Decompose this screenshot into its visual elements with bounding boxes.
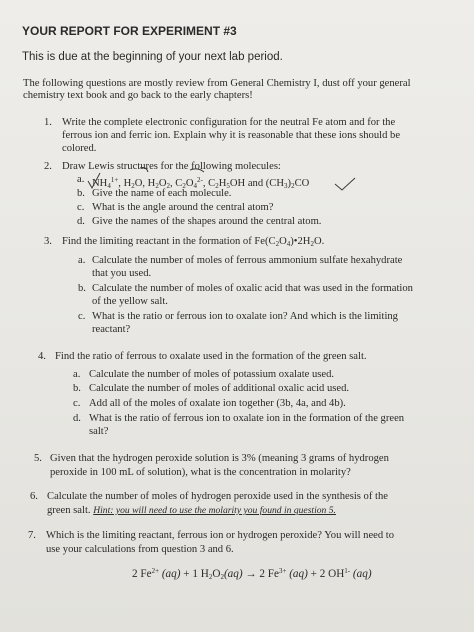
- question-1-line-1: Write the complete electronic configuration for the neutral Fe atom and for the: [62, 117, 396, 128]
- question-4d-line-2: salt?: [89, 426, 109, 437]
- intro-line-1: The following questions are mostly review from General Chemistry I, dust off your general: [23, 78, 411, 89]
- question-3c-line-1: What is the ratio or ferrous ion to oxalate ion? And which is the limiting: [92, 311, 398, 322]
- question-6-line-1: Calculate the number of moles of hydrogen peroxide used in the synthesis of the: [47, 491, 388, 502]
- question-2b-label: b.: [77, 188, 85, 199]
- question-2d-label: d.: [77, 216, 85, 227]
- question-4b-text: Calculate the number of moles of additional oxalic acid used.: [89, 383, 350, 394]
- question-3a-line-1: Calculate the number of moles of ferrous ammonium sulfate hexahydrate: [92, 255, 403, 266]
- question-2b-text: Give the name of each molecule.: [92, 188, 232, 199]
- question-3c-label: c.: [78, 311, 86, 322]
- question-3-text: Find the limiting reactant in the formation of $Fe(C_2O_4)•2H_2O$.: [62, 236, 325, 248]
- question-2c-label: c.: [77, 202, 85, 213]
- question-4-number: 4.: [38, 351, 46, 362]
- question-1-line-2: ferrous ion and ferric ion. Explain why it is reasonable that these ions should be: [62, 130, 401, 141]
- intro-line-2: chemistry text book and go back to the early chapters!: [23, 90, 253, 101]
- question-4-text: Find the ratio of ferrous to oxalate used in the formation of the green salt.: [55, 351, 367, 362]
- question-4c-label: c.: [73, 398, 81, 409]
- question-5-line-2: peroxide in 100 mL of solution), what is the concentration in molarity?: [50, 467, 351, 478]
- question-3c-line-2: reactant?: [92, 324, 131, 335]
- question-4d-line-1: What is the ratio of ferrous ion to oxalate ion in the formation of the green: [89, 413, 405, 424]
- page-title: YOUR REPORT FOR EXPERIMENT #3: [22, 24, 237, 38]
- question-7-line-2: use your calculations from question 3 and 6.: [46, 544, 234, 555]
- question-1-number: 1.: [44, 117, 52, 128]
- question-2c-text: What is the angle around the central atom?: [92, 202, 274, 213]
- question-5-line-1: Given that the hydrogen peroxide solution is 3% (meaning 3 grams of hydrogen: [50, 453, 389, 464]
- question-3a-label: a.: [78, 255, 86, 266]
- question-6-hint: Hint: you will need to use the molarity you found in question 5.: [93, 505, 336, 516]
- question-5-number: 5.: [34, 453, 42, 464]
- question-1-line-3: colored.: [62, 143, 97, 154]
- question-4a-text: Calculate the number of moles of potassium oxalate used.: [89, 369, 335, 380]
- question-3-number: 3.: [44, 236, 52, 247]
- question-4d-label: d.: [73, 413, 81, 424]
- question-4a-label: a.: [73, 369, 81, 380]
- question-6-number: 6.: [30, 491, 38, 502]
- question-6-line-2: [47, 504, 336, 518]
- reaction-equation: 2 $Fe^{2+}$ (aq) + 1 $H_2O_2(aq) \to 2$ $Fe^{3+}$ (aq) + 2 $OH^{1-}$ (aq): [132, 567, 372, 581]
- question-2-text: Draw Lewis structures for the following molecules:: [62, 161, 281, 172]
- question-3b-label: b.: [78, 283, 86, 294]
- question-4c-text: Add all of the moles of oxalate ion together (3b, 4a, and 4b).: [89, 398, 346, 409]
- question-7-line-1: Which is the limiting reactant, ferrous ion or hydrogen peroxide? You will need to: [46, 530, 395, 541]
- question-2d-text: Give the names of the shapes around the central atom.: [92, 216, 322, 227]
- question-4b-label: b.: [73, 383, 81, 394]
- question-2a-label: a.: [77, 174, 85, 185]
- question-3a-line-2: that you used.: [92, 268, 152, 279]
- question-2a-text: $NH_4^{1+}$, $H_2O$, $H_2O_2$, $C_2O_4^{2-}$, $C_2H_5OH$ and $(CH_3)_2CO$: [92, 176, 310, 190]
- question-7-number: 7.: [28, 530, 36, 541]
- pencil-marks-icon: [80, 166, 410, 192]
- question-6-line-2-text: green salt.: [47, 505, 91, 516]
- question-2-number: 2.: [44, 161, 52, 172]
- question-3b-line-2: of the yellow salt.: [92, 296, 168, 307]
- question-3b-line-1: Calculate the number of moles of oxalic acid that was used in the formation: [92, 283, 413, 294]
- due-notice: This is due at the beginning of your next lab period.: [22, 51, 283, 63]
